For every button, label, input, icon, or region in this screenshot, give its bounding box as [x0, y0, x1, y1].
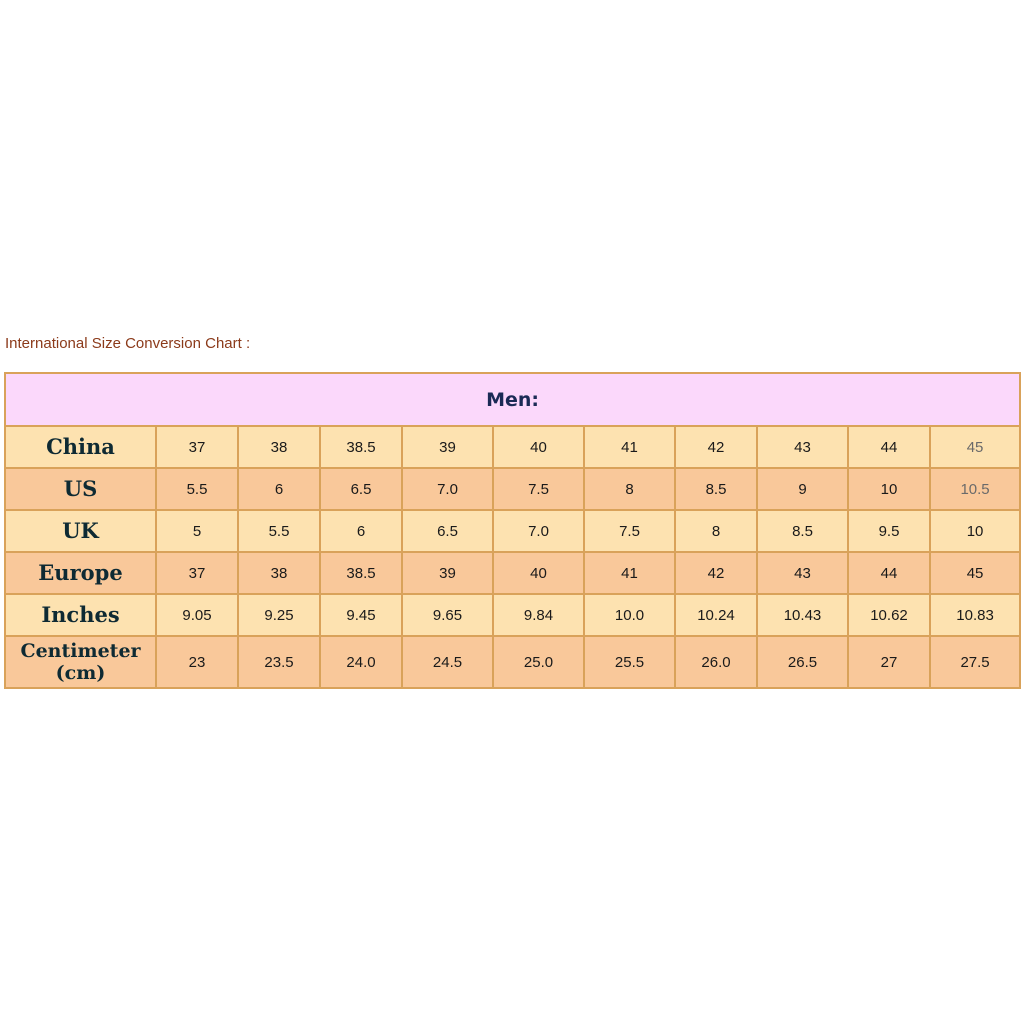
- table-row-us: [5, 468, 1020, 510]
- size-conversion-table: [4, 372, 1021, 689]
- table-cell: 25.0: [493, 636, 584, 688]
- row-label-line2: (cm): [55, 662, 106, 684]
- table-cell: 5.5: [238, 510, 320, 552]
- table-cell: 23.5: [238, 636, 320, 688]
- table-row-china: [5, 426, 1020, 468]
- table-cell: 8: [584, 468, 675, 510]
- table-cell: 24.5: [402, 636, 493, 688]
- table-cell: 6: [320, 510, 402, 552]
- table-row-centimeter: [5, 636, 1020, 688]
- table-cell: 10: [930, 510, 1020, 552]
- table-cell: 9.25: [238, 594, 320, 636]
- table-row-inches: [5, 594, 1020, 636]
- table-cell: 26.0: [675, 636, 757, 688]
- table-cell: 7.5: [584, 510, 675, 552]
- table-cell: 24.0: [320, 636, 402, 688]
- table-cell: 10.62: [848, 594, 930, 636]
- table-cell: 10.43: [757, 594, 848, 636]
- table-cell: 25.5: [584, 636, 675, 688]
- table-cell: 23: [156, 636, 238, 688]
- table-cell: 8.5: [757, 510, 848, 552]
- table-cell: 44: [848, 552, 930, 594]
- table-cell: 44: [848, 426, 930, 468]
- row-label: Inches: [5, 594, 156, 636]
- chart-title: International Size Conversion Chart :: [5, 335, 251, 352]
- table-cell: 43: [757, 552, 848, 594]
- table-cell: 27: [848, 636, 930, 688]
- table-cell: 7.0: [493, 510, 584, 552]
- table-cell: 9.5: [848, 510, 930, 552]
- table-cell: 40: [493, 552, 584, 594]
- table-cell: 9.84: [493, 594, 584, 636]
- table-cell: 38.5: [320, 426, 402, 468]
- table-cell: 7.0: [402, 468, 493, 510]
- table-cell: 41: [584, 552, 675, 594]
- table-header-men: Men:: [5, 373, 1020, 426]
- table-cell: 8: [675, 510, 757, 552]
- table-cell: 10.0: [584, 594, 675, 636]
- row-label: China: [5, 426, 156, 468]
- table-cell: 41: [584, 426, 675, 468]
- table-cell: 5.5: [156, 468, 238, 510]
- table-cell: 42: [675, 552, 757, 594]
- row-label: UK: [5, 510, 156, 552]
- table-cell: 38: [238, 426, 320, 468]
- table-cell: 45: [930, 426, 1020, 468]
- table-cell: 39: [402, 552, 493, 594]
- table-cell: 26.5: [757, 636, 848, 688]
- table-cell: 10.5: [930, 468, 1020, 510]
- table-cell: 7.5: [493, 468, 584, 510]
- table-cell: 6.5: [402, 510, 493, 552]
- table-cell: 37: [156, 552, 238, 594]
- row-label: US: [5, 468, 156, 510]
- table-cell: 10: [848, 468, 930, 510]
- table-cell: 9.05: [156, 594, 238, 636]
- table-row-uk: [5, 510, 1020, 552]
- table-cell: 40: [493, 426, 584, 468]
- table-cell: 9.45: [320, 594, 402, 636]
- table-row-europe: [5, 552, 1020, 594]
- table-cell: 6.5: [320, 468, 402, 510]
- table-cell: 10.83: [930, 594, 1020, 636]
- table-cell: 10.24: [675, 594, 757, 636]
- table-cell: 38.5: [320, 552, 402, 594]
- table-cell: 38: [238, 552, 320, 594]
- table-cell: 5: [156, 510, 238, 552]
- table-cell: 27.5: [930, 636, 1020, 688]
- table-cell: 9: [757, 468, 848, 510]
- table-cell: 9.65: [402, 594, 493, 636]
- row-label: [5, 636, 156, 688]
- row-label: Europe: [5, 552, 156, 594]
- table-cell: 45: [930, 552, 1020, 594]
- table-cell: 8.5: [675, 468, 757, 510]
- table-cell: 42: [675, 426, 757, 468]
- table-cell: 39: [402, 426, 493, 468]
- row-label-line1: Centimeter: [20, 640, 141, 662]
- table-cell: 6: [238, 468, 320, 510]
- table-cell: 37: [156, 426, 238, 468]
- table-cell: 43: [757, 426, 848, 468]
